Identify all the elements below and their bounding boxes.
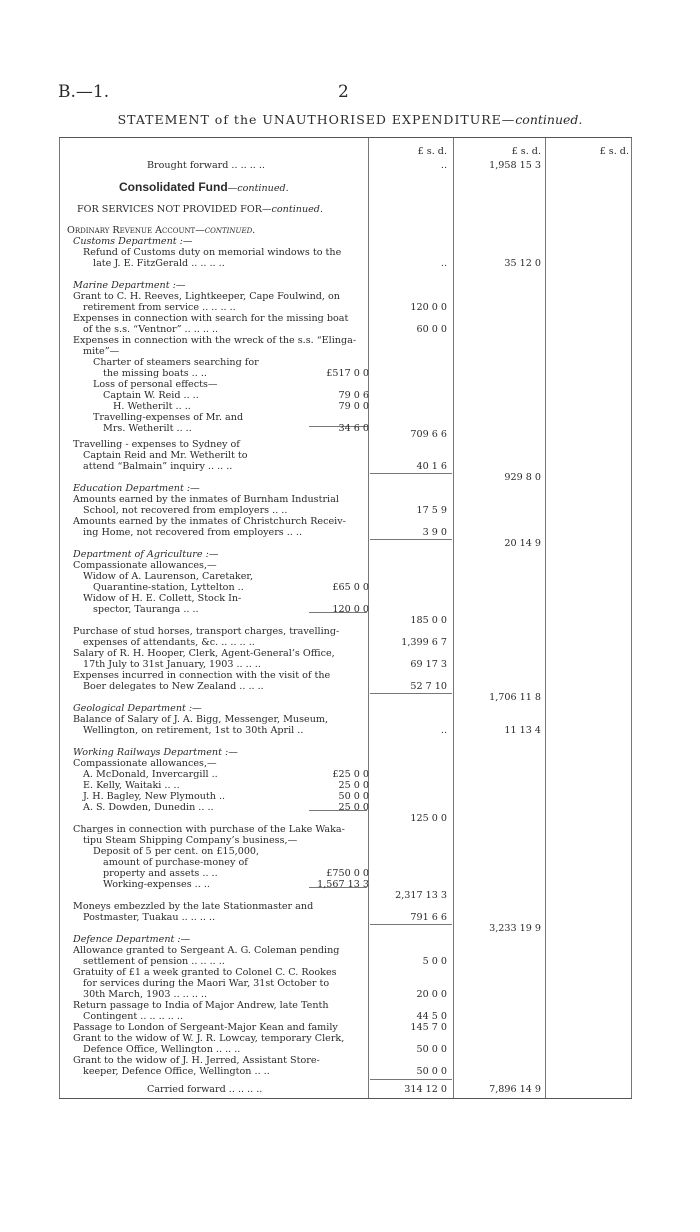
table-border-left (59, 138, 60, 1098)
row-text: Loss of personal effects— (93, 379, 218, 390)
column-divider-1 (368, 138, 369, 1098)
total-rule (370, 1079, 452, 1080)
table-row-label (83, 835, 297, 846)
table-row-label (83, 989, 207, 1000)
row-text: Grant to C. H. Reeves, Lightkeeper, Cape Foulwind, on (73, 291, 340, 302)
row-text: Consolidated Fund (119, 180, 228, 194)
amount-column-1: 69 17 3 (410, 659, 447, 670)
table-row-label (73, 945, 339, 956)
amount-column-1: 120 0 0 (410, 302, 447, 313)
row-text: Geological Department :— (73, 703, 202, 714)
subtotal-amount: £517 0 0 (326, 368, 369, 379)
row-text: Brought forward .. .. .. .. (147, 160, 265, 171)
table-row-label (73, 560, 217, 571)
row-text-continued: —continued. (195, 225, 256, 236)
row-text: Defence Office, Wellington .. .. .. (83, 1044, 241, 1055)
amount-column-2: 1,706 11 8 (489, 692, 541, 703)
table-row-label (73, 648, 335, 659)
table-row-label (83, 978, 329, 989)
subtotal-amount: 79 0 6 (338, 390, 369, 401)
subtotal-amount: £25 0 0 (332, 769, 369, 780)
subtotal-amount: 50 0 0 (338, 791, 369, 802)
amount-column-2: 35 12 0 (504, 258, 541, 269)
row-text: Allowance granted to Sergeant A. G. Coleman pending (73, 945, 340, 956)
table-row-label (83, 527, 302, 538)
table-row-label (93, 379, 217, 390)
table-row-label (73, 494, 339, 505)
table-row-label (103, 857, 248, 868)
table-row-label (73, 901, 313, 912)
row-text: expenses of attendants, &c. .. .. .. .. (83, 637, 255, 648)
row-text: Purchase of stud horses, transport charges, travelling- (73, 626, 340, 637)
table-row-label (103, 368, 207, 379)
table-row-label (83, 1066, 270, 1077)
column-header-3: £ s. d. (599, 146, 629, 157)
row-text: Widow of A. Laurenson, Caretaker, (83, 571, 254, 582)
row-text: H. Wetherilt .. .. (113, 401, 191, 412)
amount-column-1: .. (440, 725, 447, 736)
table-row-label (73, 758, 217, 769)
row-text: Amounts earned by the inmates of Christchurch Receiv- (73, 516, 346, 527)
table-row-label (73, 280, 185, 291)
page-title (0, 112, 700, 127)
row-text: Grant to the widow of J. H. Jerred, Assistant Store- (73, 1055, 320, 1066)
table-row-label (93, 412, 243, 423)
row-text: Marine Department :— (73, 280, 186, 291)
amount-column-1: 50 0 0 (416, 1066, 447, 1077)
row-text: retirement from service .. .. .. .. (83, 302, 236, 313)
amount-column-2: 3,233 19 9 (489, 923, 541, 934)
row-text: Working Railways Department :— (73, 747, 238, 758)
amount-column-1: .. (440, 160, 447, 171)
amount-column-1: 60 0 0 (416, 324, 447, 335)
subtotal-amount: £750 0 0 (326, 868, 369, 879)
table-row-label (73, 236, 193, 247)
row-text-continued: continued. (271, 204, 323, 215)
table-row-label (73, 714, 328, 725)
table-row-label (73, 1033, 344, 1044)
row-text: Compassionate allowances,— (73, 560, 217, 571)
page-number: 2 (338, 82, 349, 102)
amount-column-1: 3 9 0 (422, 527, 447, 538)
total-rule (370, 473, 452, 474)
amount-column-2: 7,896 14 9 (489, 1084, 541, 1095)
table-row-label (83, 346, 119, 357)
table-row-label (73, 747, 238, 758)
table-row-label (93, 604, 199, 615)
table-row-label (83, 725, 303, 736)
table-row-label (83, 1044, 240, 1055)
amount-column-1: 52 7 10 (410, 681, 447, 692)
column-header-1: £ s. d. (417, 146, 447, 157)
table-row-label (147, 1084, 262, 1095)
table-row-label (147, 160, 265, 171)
row-text: J. H. Bagley, New Plymouth .. (83, 791, 226, 802)
row-text: late J. E. FitzGerald .. .. .. .. (93, 258, 225, 269)
amount-column-1: 44 5 0 (416, 1011, 447, 1022)
row-text: A. McDonald, Invercargill .. (83, 769, 218, 780)
table-row-label (113, 401, 191, 412)
amount-column-1: 314 12 0 (404, 1084, 447, 1095)
row-text: Moneys embezzled by the late Stationmaster and (73, 901, 314, 912)
row-text: the missing boats .. .. (103, 368, 207, 379)
row-text: Postmaster, Tuakau .. .. .. .. (83, 912, 216, 923)
amount-column-1: 17 5 9 (416, 505, 447, 516)
row-text: 30th March, 1903 .. .. .. .. (83, 989, 208, 1000)
amount-column-1: 791 6 6 (410, 912, 447, 923)
table-row-label (83, 769, 218, 780)
table-row-label (83, 247, 341, 258)
row-text: attend “Balmain” inquiry .. .. .. (83, 461, 233, 472)
table-border-right (631, 138, 632, 1098)
table-row-label (73, 1055, 320, 1066)
column-header-2: £ s. d. (511, 146, 541, 157)
amount-column-1: 1,399 6 7 (401, 637, 447, 648)
row-text: property and assets .. .. (103, 868, 218, 879)
row-text: Expenses incurred in connection with the visit of the (73, 670, 331, 681)
expenditure-table (59, 137, 632, 1099)
row-text: E. Kelly, Waitaki .. .. (83, 780, 180, 791)
table-row-label (83, 637, 255, 648)
row-text: Refund of Customs duty on memorial windows to the (83, 247, 342, 258)
table-row-label (83, 802, 214, 813)
table-row-label (83, 780, 180, 791)
table-row-label (73, 439, 240, 450)
table-row-label (73, 483, 200, 494)
row-text: keeper, Defence Office, Wellington .. .. (83, 1066, 270, 1077)
row-text: Salary of R. H. Hooper, Clerk, Agent-General’s Office, (73, 648, 335, 659)
table-row-label (73, 670, 330, 681)
row-text: Deposit of 5 per cent. on £15,000, (93, 846, 260, 857)
total-rule (370, 924, 452, 925)
row-text: settlement of pension .. .. .. .. (83, 956, 225, 967)
table-row-label (103, 390, 199, 401)
row-text: Charges in connection with purchase of the Lake Waka- (73, 824, 345, 835)
table-row-label (73, 549, 218, 560)
subtotal-amount: £65 0 0 (332, 582, 369, 593)
total-rule (370, 693, 452, 694)
table-row-label (93, 846, 259, 857)
table-row-label (103, 423, 192, 434)
row-text: of the s.s. “Ventnor” .. .. .. .. (83, 324, 219, 335)
page-title-main: STATEMENT of the UNAUTHORISED EXPENDITURE— (117, 112, 516, 127)
table-row-label (93, 357, 259, 368)
row-text: A. S. Dowden, Dunedin .. .. (83, 802, 214, 813)
amount-column-1: .. (440, 258, 447, 269)
amount-column-1: 185 0 0 (410, 615, 447, 626)
row-text: ing Home, not recovered from employers .. .. (83, 527, 303, 538)
row-text: Grant to the widow of W. J. R. Lowcay, temporary Clerk, (73, 1033, 345, 1044)
row-text: Captain Reid and Mr. Wetherilt to (83, 450, 248, 461)
row-text: Wellington, on retirement, 1st to 30th April .. (83, 725, 304, 736)
table-row-label (73, 703, 202, 714)
row-text: Expenses in connection with the wreck of the s.s. “Elinga- (73, 335, 357, 346)
row-text: Education Department :— (73, 483, 200, 494)
amount-column-2: 20 14 9 (504, 538, 541, 549)
amount-column-1: 2,317 13 3 (395, 890, 447, 901)
subtotal-amount: 79 0 0 (338, 401, 369, 412)
table-row-label (73, 335, 356, 346)
table-row-label (73, 313, 348, 324)
table-row-label (83, 956, 225, 967)
table-row-label (83, 505, 287, 516)
table-row-label (93, 258, 225, 269)
row-text: Defence Department :— (73, 934, 191, 945)
table-row-label (83, 791, 225, 802)
row-text: Gratuity of £1 a week granted to Colonel C. C. Rookes (73, 967, 337, 978)
table-row-label (73, 934, 190, 945)
row-text: FOR SERVICES NOT PROVIDED FOR— (77, 204, 272, 215)
table-row-label (73, 824, 345, 835)
row-text: Carried forward .. .. .. .. (147, 1084, 263, 1095)
column-divider-2 (453, 138, 454, 1098)
row-text: School, not recovered from employers .. .. (83, 505, 288, 516)
row-text: Mrs. Wetherilt .. .. (103, 423, 192, 434)
amount-column-1: 125 0 0 (410, 813, 447, 824)
row-text: Boer delegates to New Zealand .. .. .. (83, 681, 264, 692)
table-row-label (73, 1022, 338, 1033)
row-text: amount of purchase-money of (103, 857, 248, 868)
row-text: Expenses in connection with search for the missing boat (73, 313, 349, 324)
row-text: Compassionate allowances,— (73, 758, 217, 769)
amount-column-1: 40 1 6 (416, 461, 447, 472)
row-text: 17th July to 31st January, 1903 .. .. .. (83, 659, 261, 670)
row-text: Ordinary Revenue Account (67, 225, 196, 236)
row-text: Charter of steamers searching for (93, 357, 259, 368)
table-row-label (83, 324, 218, 335)
row-text: Working-expenses .. .. (103, 879, 210, 890)
row-text-continued: —continued. (227, 183, 289, 194)
row-text: Contingent .. .. .. .. .. (83, 1011, 183, 1022)
subtotal-amount: 25 0 0 (338, 780, 369, 791)
table-row-label (93, 582, 244, 593)
row-text: tipu Steam Shipping Company’s business,— (83, 835, 298, 846)
row-text: Amounts earned by the inmates of Burnham Industrial (73, 494, 339, 505)
row-text: Return passage to India of Major Andrew, late Tenth (73, 1000, 329, 1011)
table-row-label (73, 516, 346, 527)
row-text: Passage to London of Sergeant-Major Kean and family (73, 1022, 338, 1033)
subtotal-amount: 120 0 0 (332, 604, 369, 615)
column-divider-3 (545, 138, 546, 1098)
amount-column-2: 11 13 4 (504, 725, 541, 736)
table-row-label (83, 450, 248, 461)
table-row-label (119, 182, 289, 194)
amount-column-2: 1,958 15 3 (489, 160, 541, 171)
row-text: Department of Agriculture :— (73, 549, 219, 560)
subtotal-amount: 1,567 13 3 (317, 879, 369, 890)
amount-column-1: 145 7 0 (410, 1022, 447, 1033)
row-text: Quarantine-station, Lyttelton .. (93, 582, 244, 593)
table-row-label (83, 571, 253, 582)
amount-column-1: 50 0 0 (416, 1044, 447, 1055)
row-text: Travelling - expenses to Sydney of (73, 439, 240, 450)
total-rule (370, 539, 452, 540)
document-reference: B.—1. (58, 82, 110, 102)
row-text: Balance of Salary of J. A. Bigg, Messenger, Museum, (73, 714, 329, 725)
table-row-label (83, 659, 261, 670)
row-text: for services during the Maori War, 31st October to (83, 978, 330, 989)
subtotal-amount: 25 0 0 (338, 802, 369, 813)
row-text: Captain W. Reid .. .. (103, 390, 199, 401)
amount-column-1: 709 6 6 (410, 429, 447, 440)
amount-column-1: 5 0 0 (422, 956, 447, 967)
table-row-label (103, 879, 210, 890)
table-row-label (83, 912, 215, 923)
amount-column-2: 929 8 0 (504, 472, 541, 483)
table-row-label (77, 204, 323, 215)
table-row-label (103, 868, 218, 879)
row-text: Customs Department :— (73, 236, 193, 247)
row-text: spector, Tauranga .. .. (93, 604, 199, 615)
table-row-label (73, 291, 340, 302)
table-row-label (73, 967, 337, 978)
table-row-label (83, 593, 241, 604)
table-row-label (73, 1000, 329, 1011)
row-text: Travelling-expenses of Mr. and (93, 412, 244, 423)
amount-column-1: 20 0 0 (416, 989, 447, 1000)
table-row-label (83, 681, 264, 692)
table-row-label (73, 626, 339, 637)
table-row-label (67, 225, 255, 236)
row-text: mite”— (83, 346, 120, 357)
subtotal-amount: 34 6 0 (338, 423, 369, 434)
table-row-label (83, 302, 236, 313)
table-row-label (83, 1011, 183, 1022)
row-text: Widow of H. E. Collett, Stock In- (83, 593, 242, 604)
page-title-continued: continued. (515, 112, 583, 127)
table-row-label (83, 461, 232, 472)
